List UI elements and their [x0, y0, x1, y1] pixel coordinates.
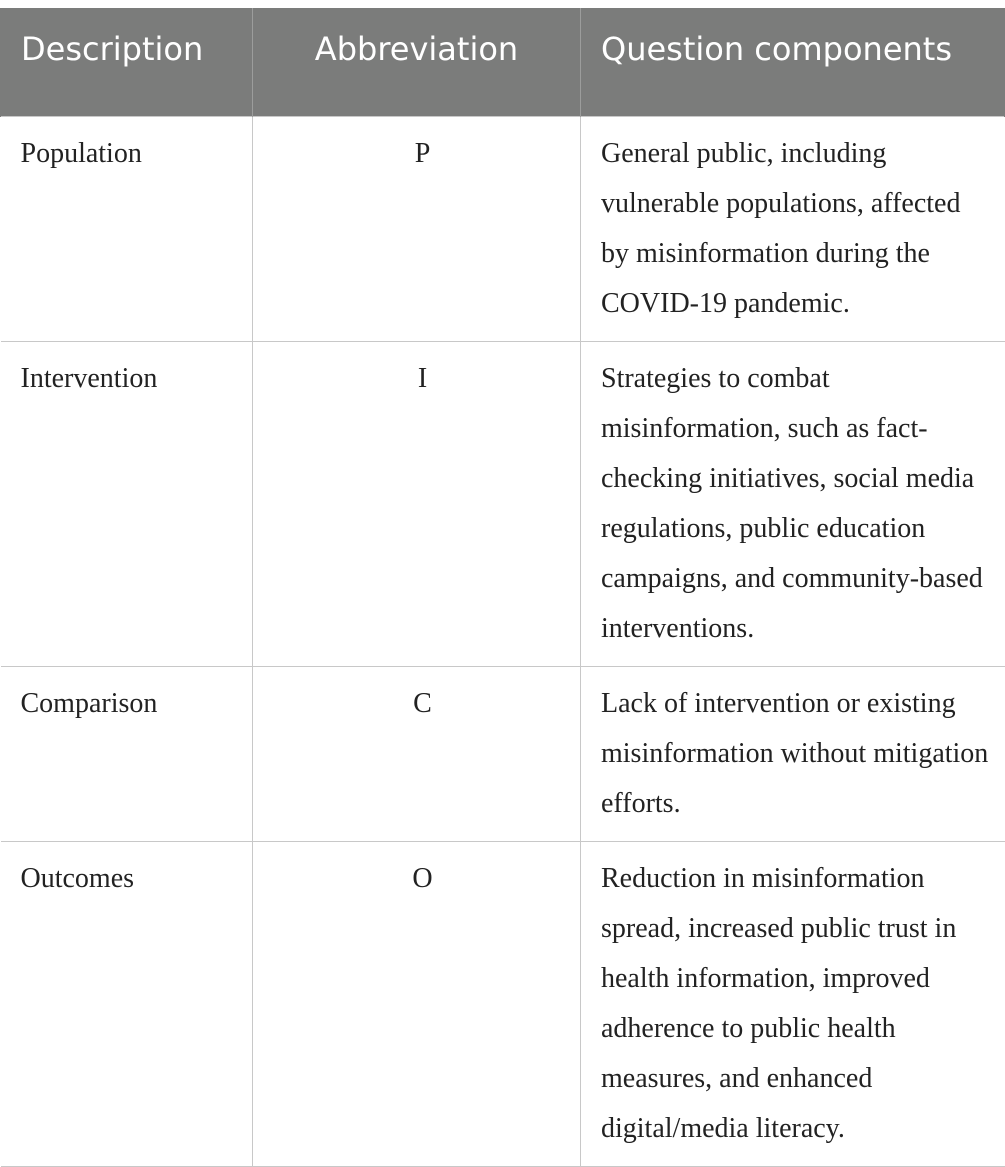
cell-description: Population [1, 117, 253, 342]
cell-description: Comparison [1, 667, 253, 842]
cell-description: Outcomes [1, 842, 253, 1167]
table-row-outcomes [1, 842, 1005, 1167]
table-header [1, 8, 1005, 117]
cell-question-components: General public, including vulnerable populations, affected by misinformation during the COVID-19 pandemic. [581, 117, 1005, 342]
cell-question-components: Lack of intervention or existing misinformation without mitigation efforts. [581, 667, 1005, 842]
header-row [1, 8, 1005, 117]
header-question-components: Question components [581, 8, 1005, 117]
table-body [1, 117, 1005, 1167]
cell-description: Intervention [1, 342, 253, 667]
cell-question-components: Strategies to combat misinformation, such as fact-checking initiatives, social media regulations, public education campaigns, and community-based interventions. [581, 342, 1005, 667]
cell-abbreviation: O [253, 842, 581, 1167]
table-row-intervention [1, 342, 1005, 667]
table-row-comparison [1, 667, 1005, 842]
header-description: Description [1, 8, 253, 117]
cell-abbreviation: I [253, 342, 581, 667]
cell-abbreviation: P [253, 117, 581, 342]
pico-table [0, 8, 1005, 1167]
cell-abbreviation: C [253, 667, 581, 842]
cell-question-components: Reduction in misinformation spread, increased public trust in health information, improved adherence to public health measures, and enhanced digital/media literacy. [581, 842, 1005, 1167]
header-abbreviation: Abbreviation [253, 8, 581, 117]
table-row-population [1, 117, 1005, 342]
